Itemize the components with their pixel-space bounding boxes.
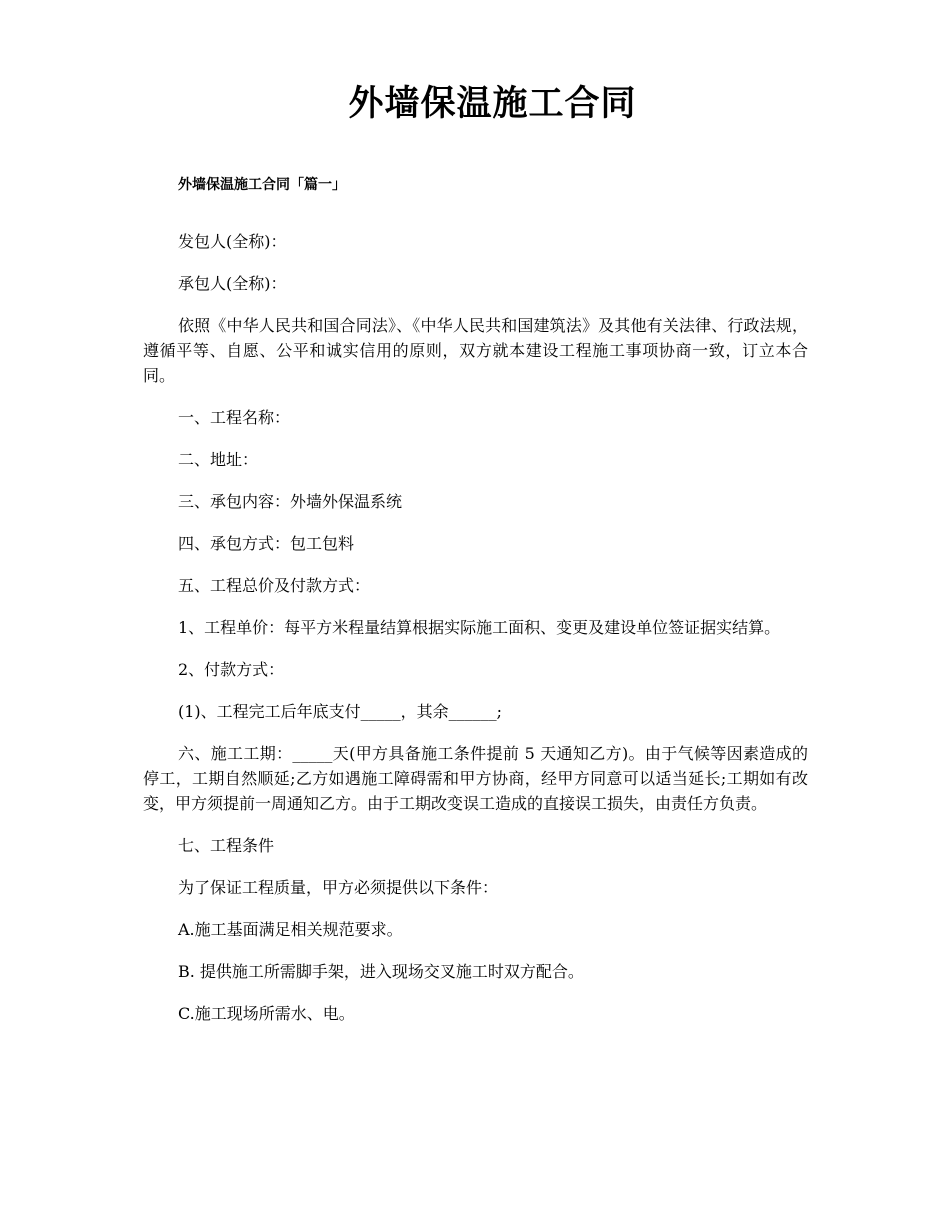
paragraph-contract-mode: 四、承包方式：包工包料 [178,534,355,553]
paragraph-employer: 发包人(全称)： [178,232,287,251]
paragraph-conditions-intro: 为了保证工程质量，甲方必须提供以下条件： [178,878,499,897]
paragraph-scope: 三、承包内容：外墙外保温系统 [178,492,403,511]
paragraph-condition-c: C.施工现场所需水、电。 [178,1004,355,1023]
paragraph-project-name: 一、工程名称： [178,408,291,427]
paragraph-contractor: 承包人(全称)： [178,274,287,293]
document-body [143,229,808,1043]
paragraph-unit-price: 1、工程单价：每平方米程量结算根据实际施工面积、变更及建设单位签证据实结算。 [178,618,781,637]
paragraph-preamble: 依照《中华人民共和国合同法》、《中华人民共和国建筑法》及其他有关法律、行政法规，遵循平等、自愿、公平和诚实信用的原则，双方就本建设工程施工事项协商一致，订立本合同。 [143,316,808,385]
document-title: 外墙保温施工合同 [348,84,637,124]
paragraph-conditions-heading: 七、工程条件 [178,836,275,855]
paragraph-payment-method: 2、付款方式： [178,660,285,679]
paragraph-payment-terms: (1)、工程完工后年底支付_____，其余______; [178,702,503,721]
paragraph-condition-a: A.施工基面满足相关规范要求。 [178,920,403,939]
section-heading: 外墙保温施工合同「篇一」 [178,177,346,193]
paragraph-schedule: 六、施工工期：_____天(甲方具备施工条件提前 5 天通知乙方)。由于气候等因素造成的停工，工期自然顺延;乙方如遇施工障碍需和甲方协商，经甲方同意可以适当延长;工期如有改变，甲方须提前一周通知乙方。由于工期改变误工造成的直接误工损失，由责任方负责。 [143,744,808,813]
paragraph-condition-b: B. 提供施工所需脚手架，进入现场交叉施工时双方配合。 [178,962,584,981]
paragraph-price-heading: 五、工程总价及付款方式： [178,576,371,595]
paragraph-address: 二、地址： [178,450,259,469]
